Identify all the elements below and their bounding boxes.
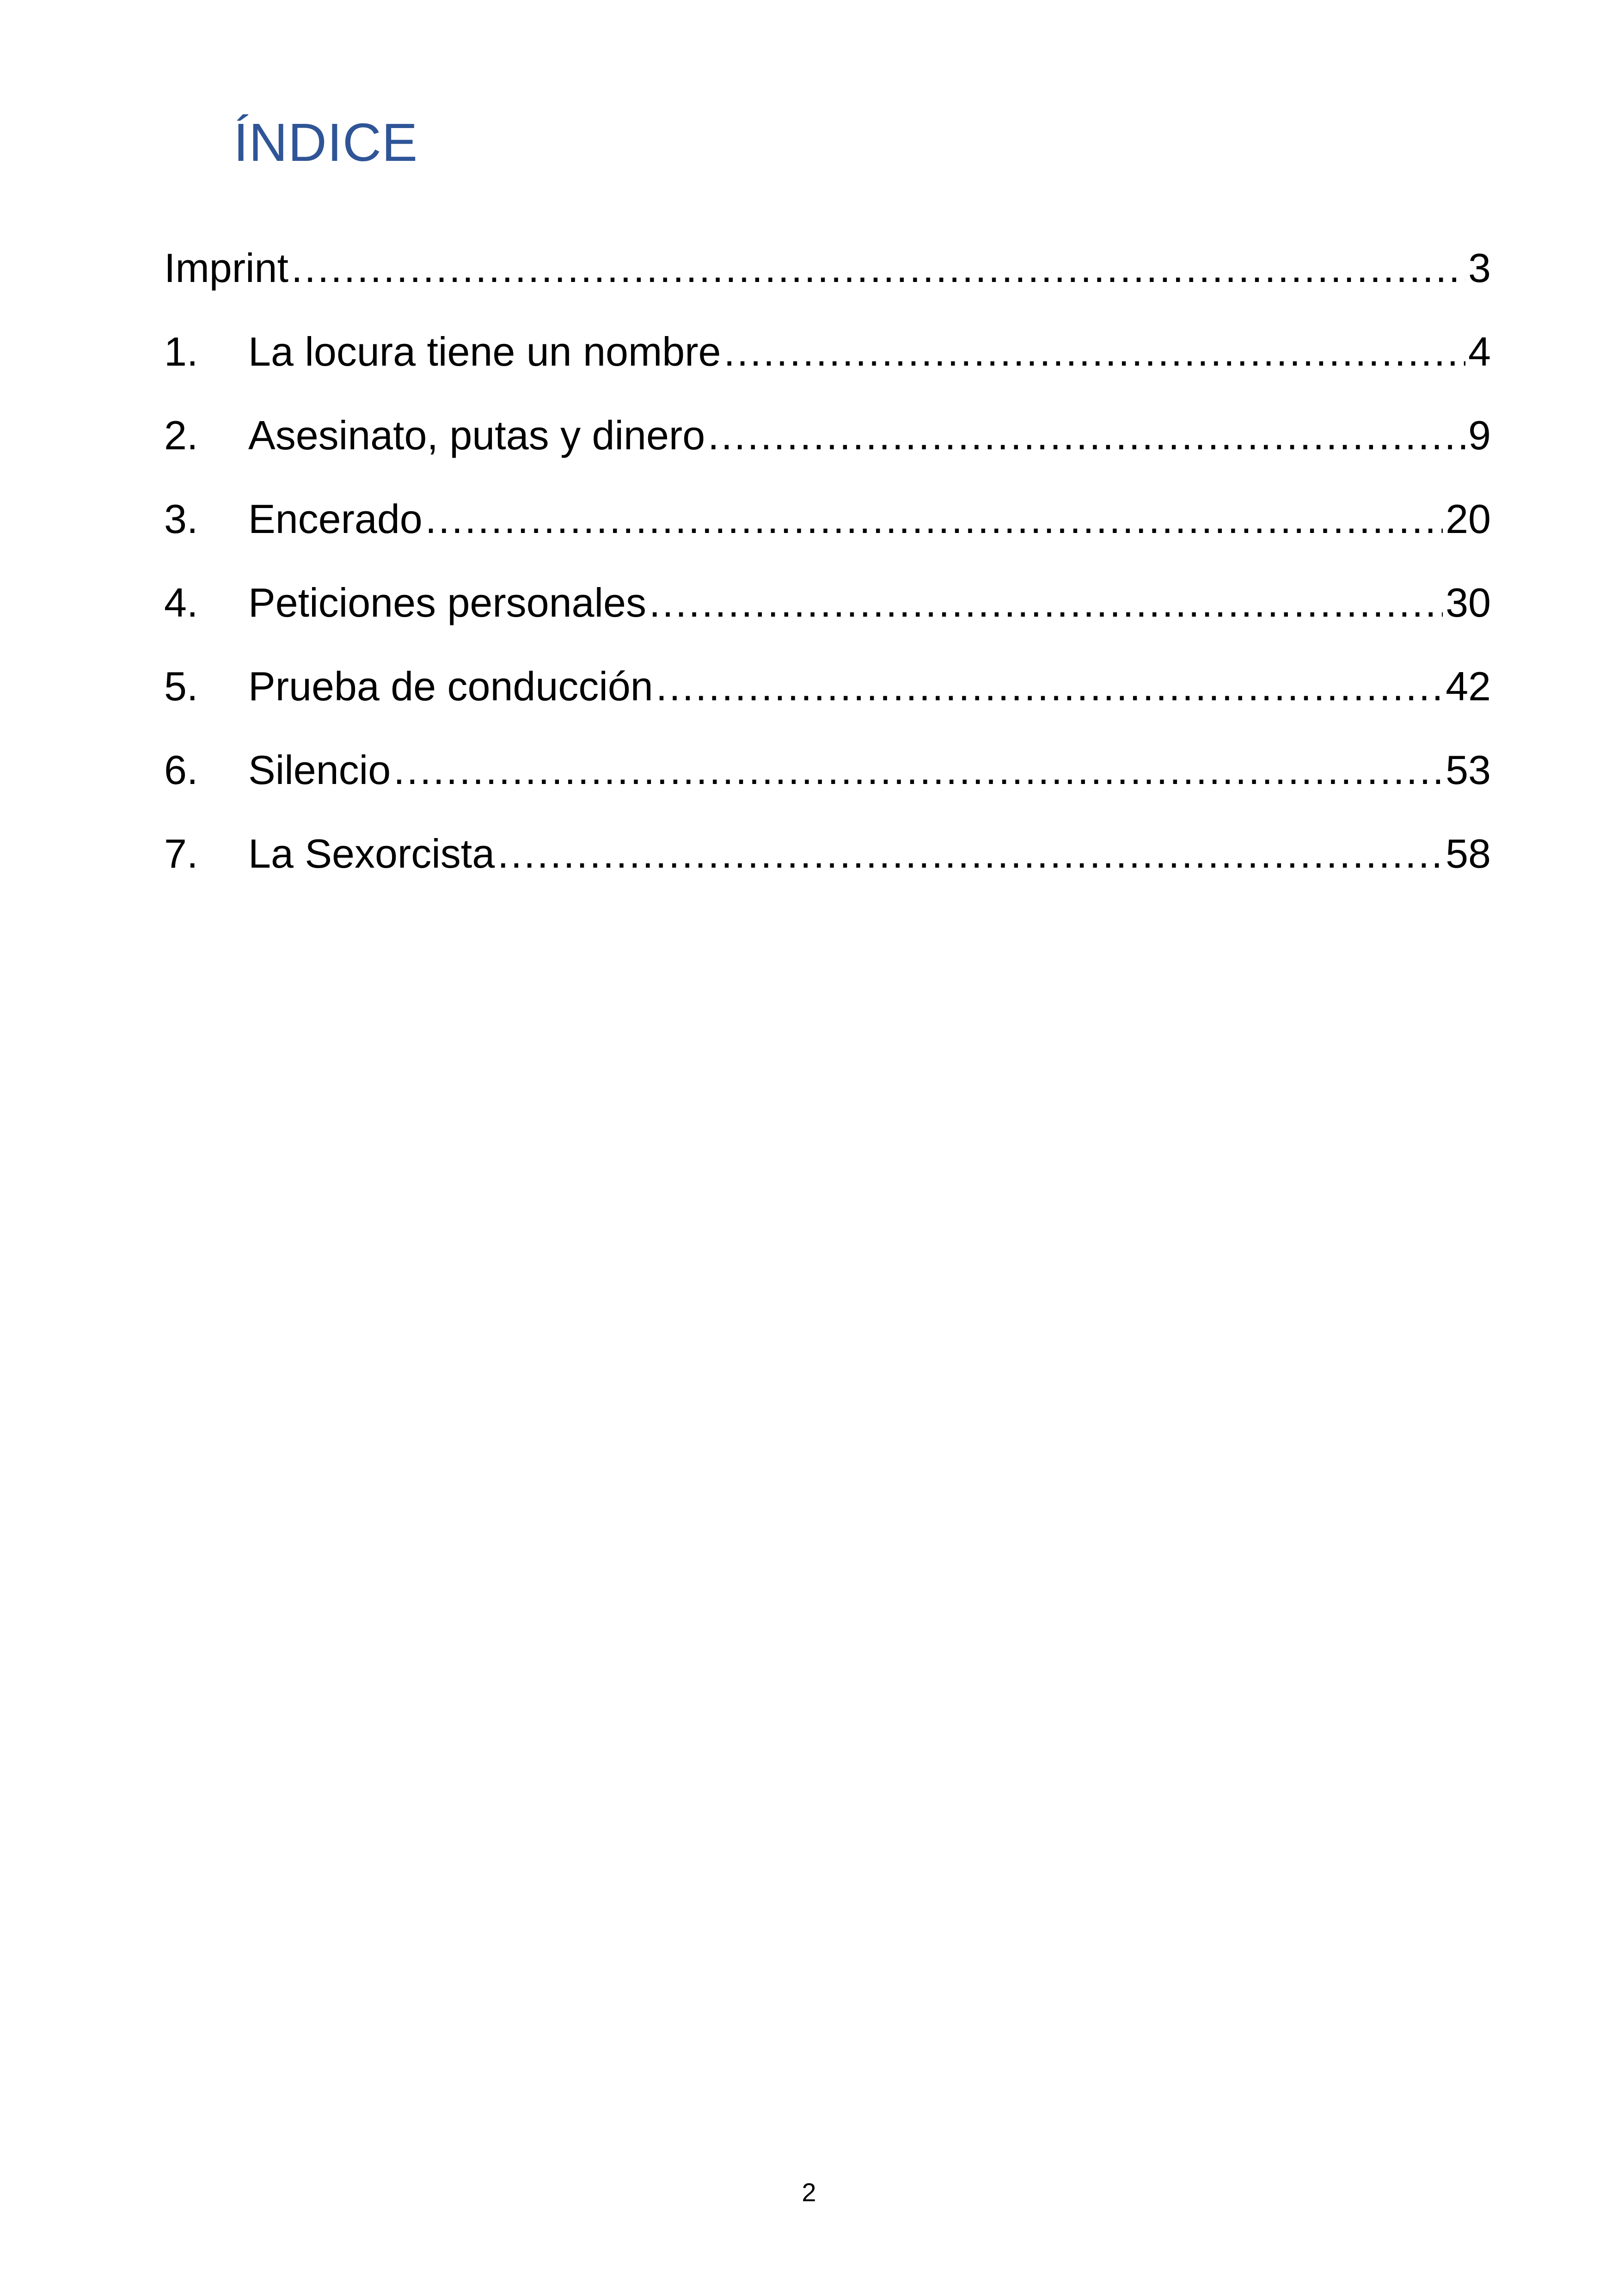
toc-entry-number: 1. — [164, 329, 198, 374]
toc-entry-chapter-3[interactable] — [164, 491, 1491, 575]
toc-entry-page: 42 — [1446, 663, 1491, 709]
toc-dot-leader — [649, 575, 1443, 631]
toc-entry-text: Silencio — [248, 747, 391, 793]
toc-entry-page: 53 — [1446, 747, 1491, 793]
toc-entry-page: 3 — [1468, 245, 1491, 291]
toc-entry-text: Asesinato, putas y dinero — [248, 412, 705, 458]
page-number: 2 — [802, 2178, 816, 2207]
toc-dot-leader — [425, 491, 1443, 547]
toc-dot-leader — [708, 408, 1465, 463]
table-of-contents — [164, 240, 1491, 910]
toc-entry-text: La Sexorcista — [248, 831, 495, 876]
toc-entry-page: 4 — [1468, 329, 1491, 374]
toc-entry-chapter-2[interactable] — [164, 408, 1491, 491]
toc-dot-leader — [723, 324, 1465, 380]
toc-dot-leader — [497, 826, 1443, 882]
toc-entry-text: Prueba de conducción — [248, 663, 653, 709]
toc-entry-number: 4. — [164, 580, 198, 625]
toc-entry-page: 30 — [1446, 580, 1491, 625]
toc-entry-chapter-7[interactable] — [164, 826, 1491, 910]
toc-entry-number: 7. — [164, 831, 198, 876]
toc-entry-page: 9 — [1468, 412, 1491, 458]
toc-entry-chapter-6[interactable] — [164, 742, 1491, 826]
toc-entry-page: 20 — [1446, 496, 1491, 542]
toc-dot-leader — [656, 659, 1443, 714]
toc-entry-text: Imprint — [164, 245, 288, 291]
toc-entry-number: 2. — [164, 412, 198, 458]
toc-entry-imprint[interactable] — [164, 240, 1491, 324]
toc-entry-number: 6. — [164, 747, 198, 793]
toc-entry-text: La locura tiene un nombre — [248, 329, 721, 374]
toc-dot-leader — [291, 240, 1465, 296]
toc-dot-leader — [393, 742, 1443, 798]
toc-entry-chapter-5[interactable] — [164, 659, 1491, 742]
toc-entry-text: Peticiones personales — [248, 580, 646, 625]
toc-entry-page: 58 — [1446, 831, 1491, 876]
toc-title: ÍNDICE — [233, 112, 418, 172]
toc-entry-number: 5. — [164, 663, 198, 709]
toc-entry-text: Encerado — [248, 496, 423, 542]
toc-entry-chapter-4[interactable] — [164, 575, 1491, 659]
toc-entry-chapter-1[interactable] — [164, 324, 1491, 408]
toc-entry-number: 3. — [164, 496, 198, 542]
